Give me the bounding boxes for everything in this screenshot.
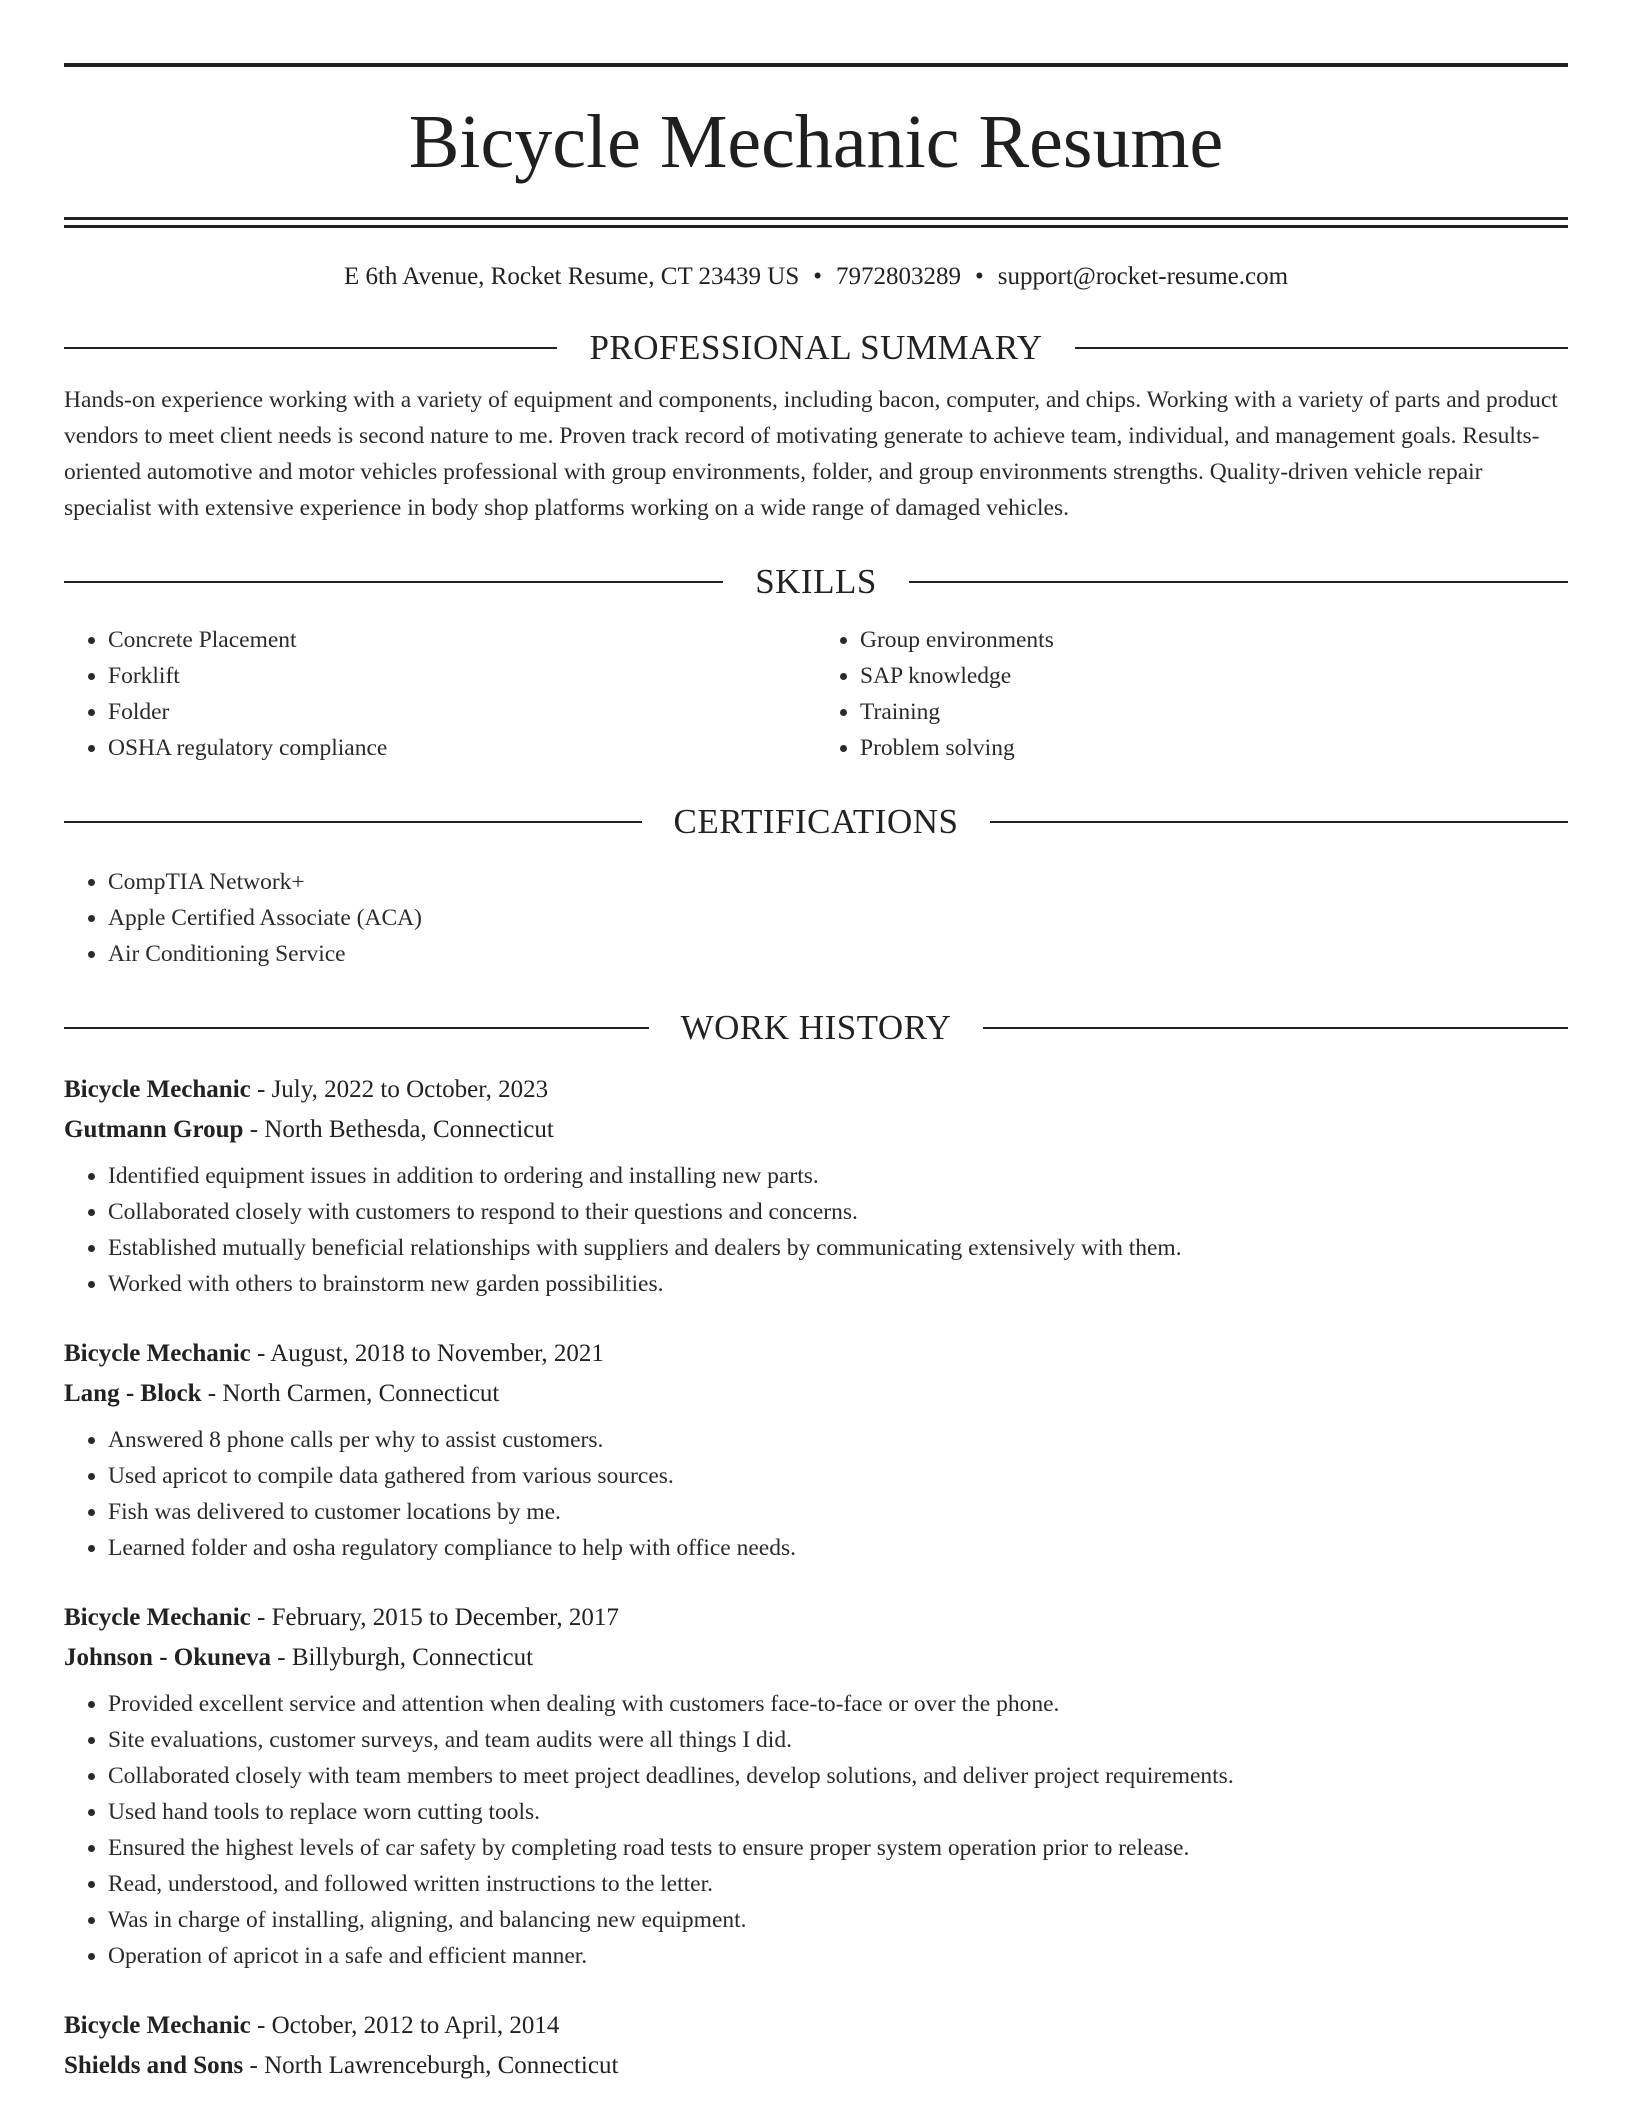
job-duty-item: • Used hand tools to replace worn cutting tools. bbox=[108, 1794, 1568, 1830]
dash: - bbox=[277, 1644, 286, 1671]
certifications-bullets bbox=[64, 864, 1568, 972]
certification-item: • CompTIA Network+ bbox=[108, 864, 1568, 900]
heading-rule-left bbox=[64, 821, 642, 823]
job-title-line bbox=[64, 1598, 1568, 1638]
skills-list bbox=[64, 622, 1568, 766]
job-duty-item: • Site evaluations, customer surveys, and team audits were all things I did. bbox=[108, 1722, 1568, 1758]
skills-right-list bbox=[816, 622, 1568, 766]
job-dates: August, 2018 to November, 2021 bbox=[270, 1340, 604, 1367]
job-title: Bicycle Mechanic bbox=[64, 1340, 251, 1367]
job-location: Billyburgh, Connecticut bbox=[291, 1644, 534, 1671]
job-title-line bbox=[64, 1070, 1568, 1110]
job-company: Gutmann Group bbox=[64, 1116, 244, 1143]
job-duty-item: • Worked with others to brainstorm new garden possibilities. bbox=[108, 1266, 1568, 1302]
contact-separator: • bbox=[975, 263, 984, 290]
certification-item: • Air Conditioning Service bbox=[108, 936, 1568, 972]
certifications-list bbox=[64, 864, 1568, 972]
contact-line bbox=[64, 262, 1568, 292]
job-company-line bbox=[64, 1374, 1568, 1414]
title-double-rule bbox=[64, 217, 1568, 228]
skill-item: • Forklift bbox=[108, 658, 816, 694]
work-history-heading-label: WORK HISTORY bbox=[680, 1008, 952, 1047]
job-duties-list bbox=[64, 1158, 1568, 1302]
contact-address: E 6th Avenue, Rocket Resume, CT 23439 US bbox=[343, 263, 800, 290]
skill-item: • Group environments bbox=[860, 622, 1568, 658]
job-title: Bicycle Mechanic bbox=[64, 2012, 251, 2039]
dash: - bbox=[257, 1076, 266, 1103]
job-entry bbox=[64, 1598, 1568, 1974]
job-company: Johnson - Okuneva bbox=[64, 1644, 272, 1671]
heading-rule-right bbox=[1075, 347, 1568, 349]
heading-rule-left bbox=[64, 581, 723, 583]
job-title-line bbox=[64, 1334, 1568, 1374]
summary-heading-label: PROFESSIONAL SUMMARY bbox=[589, 328, 1043, 367]
certification-item: • Apple Certified Associate (ACA) bbox=[108, 900, 1568, 936]
contact-separator: • bbox=[813, 263, 822, 290]
skill-item: • Folder bbox=[108, 694, 816, 730]
professional-summary-text: Hands-on experience working with a variety of equipment and components, including bacon, computer, and chips. Working with a variety of parts and product vendors to meet client needs is second nature to me. Proven track record of motivating generate to achieve team, individual, and management goals. Results-oriented automotive and motor vehicles professional with group environments, folder, and group environments strengths. Quality-driven vehicle repair specialist with extensive experience in body shop platforms working on a wide range of damaged vehicles. bbox=[64, 387, 1558, 521]
job-duty-item: • Learned folder and osha regulatory compliance to help with office needs. bbox=[108, 1530, 1568, 1566]
top-rule bbox=[64, 63, 1568, 67]
job-location: North Lawrenceburgh, Connecticut bbox=[264, 2052, 619, 2079]
heading-rule-left bbox=[64, 1027, 649, 1029]
job-entry bbox=[64, 2006, 1568, 2086]
job-duties-list bbox=[64, 1686, 1568, 1974]
skills-column-left bbox=[64, 622, 816, 766]
job-dates: July, 2022 to October, 2023 bbox=[271, 1076, 549, 1103]
job-duty-item: • Answered 8 phone calls per why to assist customers. bbox=[108, 1422, 1568, 1458]
job-duty-item: • Read, understood, and followed written instructions to the letter. bbox=[108, 1866, 1568, 1902]
job-entry bbox=[64, 1070, 1568, 1302]
job-company-line bbox=[64, 1110, 1568, 1150]
skill-item: • Concrete Placement bbox=[108, 622, 816, 658]
job-duty-item: • Identified equipment issues in addition to ordering and installing new parts. bbox=[108, 1158, 1568, 1194]
skills-heading-label: SKILLS bbox=[755, 562, 877, 601]
job-dates: October, 2012 to April, 2014 bbox=[271, 2012, 560, 2039]
contact-phone: 7972803289 bbox=[836, 263, 961, 290]
skill-item: • OSHA regulatory compliance bbox=[108, 730, 816, 766]
work-history-list bbox=[64, 1070, 1568, 2086]
job-duty-item: • Operation of apricot in a safe and efficient manner. bbox=[108, 1938, 1568, 1974]
job-entry bbox=[64, 1334, 1568, 1566]
job-title: Bicycle Mechanic bbox=[64, 1076, 251, 1103]
heading-rule-right bbox=[990, 821, 1568, 823]
job-duty-item: • Was in charge of installing, aligning, and balancing new equipment. bbox=[108, 1902, 1568, 1938]
job-dates: February, 2015 to December, 2017 bbox=[271, 1604, 619, 1631]
heading-rule-right bbox=[983, 1027, 1568, 1029]
summary-heading bbox=[64, 328, 1568, 368]
job-duty-item: • Used apricot to compile data gathered from various sources. bbox=[108, 1458, 1568, 1494]
dash: - bbox=[249, 2052, 258, 2079]
skill-item: • Training bbox=[860, 694, 1568, 730]
job-title: Bicycle Mechanic bbox=[64, 1604, 251, 1631]
job-company: Shields and Sons bbox=[64, 2052, 244, 2079]
certifications-heading-label: CERTIFICATIONS bbox=[673, 802, 959, 841]
job-company-line bbox=[64, 1638, 1568, 1678]
job-location: North Bethesda, Connecticut bbox=[264, 1116, 554, 1143]
heading-rule-right bbox=[909, 581, 1568, 583]
heading-rule-left bbox=[64, 347, 557, 349]
resume-title: Bicycle Mechanic Resume bbox=[408, 100, 1224, 184]
job-duty-item: • Established mutually beneficial relationships with suppliers and dealers by communicating extensively with them. bbox=[108, 1230, 1568, 1266]
job-location: North Carmen, Connecticut bbox=[222, 1380, 500, 1407]
job-duty-item: • Fish was delivered to customer locations by me. bbox=[108, 1494, 1568, 1530]
job-company-line bbox=[64, 2046, 1568, 2086]
contact-email: support@rocket-resume.com bbox=[997, 263, 1289, 290]
job-duty-item: • Provided excellent service and attention when dealing with customers face-to-face or over the phone. bbox=[108, 1686, 1568, 1722]
job-duty-item: • Ensured the highest levels of car safety by completing road tests to ensure proper system operation prior to release. bbox=[108, 1830, 1568, 1866]
dash: - bbox=[249, 1116, 259, 1143]
job-duty-item: • Collaborated closely with team members to meet project deadlines, develop solutions, and deliver project requirements. bbox=[108, 1758, 1568, 1794]
skill-item: • Problem solving bbox=[860, 730, 1568, 766]
skills-left-list bbox=[64, 622, 816, 766]
skills-column-right bbox=[816, 622, 1568, 766]
dash: - bbox=[257, 1604, 266, 1631]
skill-item: • SAP knowledge bbox=[860, 658, 1568, 694]
job-duties-list bbox=[64, 1422, 1568, 1566]
skills-heading bbox=[64, 562, 1568, 602]
dash: - bbox=[257, 1340, 266, 1367]
certifications-heading bbox=[64, 802, 1568, 842]
work-history-heading bbox=[64, 1008, 1568, 1048]
job-title-line bbox=[64, 2006, 1568, 2046]
job-duty-item: • Collaborated closely with customers to respond to their questions and concerns. bbox=[108, 1194, 1568, 1230]
dash: - bbox=[207, 1380, 217, 1407]
dash: - bbox=[257, 2012, 266, 2039]
job-company: Lang - Block bbox=[64, 1380, 202, 1407]
